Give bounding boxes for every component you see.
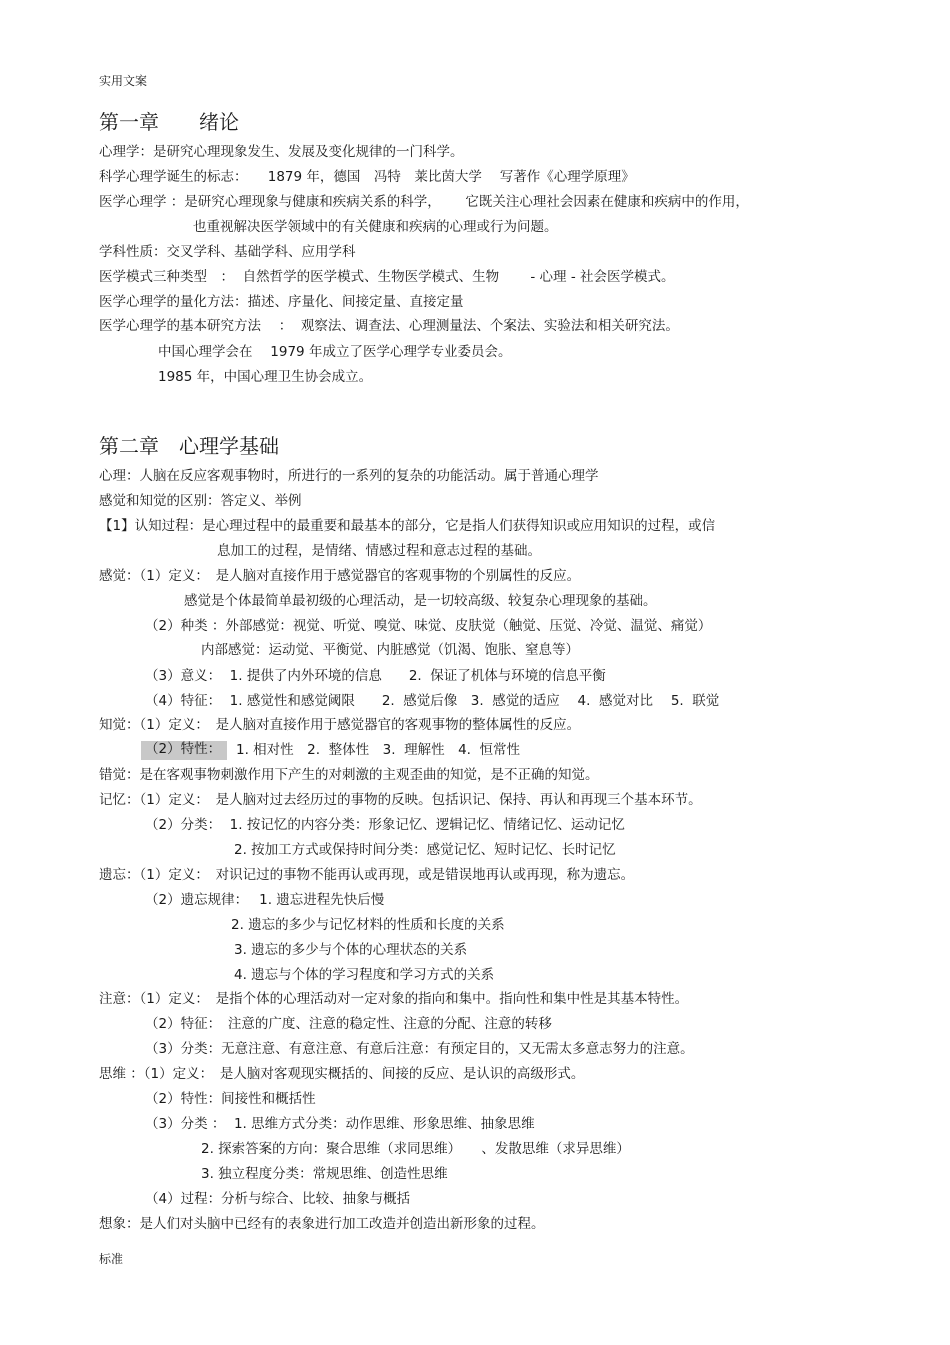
ch2-line: 心理：人脑在反应客观事物时，所进行的一系列的复杂的功能活动。属于普通心理学: [99, 468, 599, 484]
ch2-line: 感觉和知觉的区别：答定义、举例: [99, 493, 302, 509]
ch2-line: 错觉：是在客观事物刺激作用下产生的对刺激的主观歪曲的知觉，是不正确的知觉。: [99, 767, 599, 783]
ch2-line: 2. 探索答案的方向：聚合思维（求同思维） 、发散思维（求异思维）: [201, 1141, 630, 1157]
ch1-line: 也重视解决医学领域中的有关健康和疾病的心理或行为问题。: [193, 219, 558, 235]
ch1-line: 医学模式三种类型 ： 自然哲学的医学模式、生物医学模式、生物 - 心理 - 社会医学模式。: [99, 269, 675, 285]
ch2-line: （2）特性：间接性和概括性: [145, 1091, 316, 1107]
ch2-line: 1. 相对性 2. 整体性 3. 理解性 4. 恒常性: [236, 742, 521, 758]
ch2-line: 3. 遗忘的多少与个体的心理状态的关系: [234, 942, 468, 958]
ch1-line: 科学心理学诞生的标志： 1879 年，德国 冯特 莱比茵大学 写著作《心理学原理》: [99, 169, 635, 185]
ch2-line: （2）遗忘规律： 1. 遗忘进程先快后慢: [145, 892, 385, 908]
chapter-2-title: 第二章 心理学基础: [99, 434, 279, 458]
ch2-line: 息加工的过程，是情绪、情感过程和意志过程的基础。: [217, 543, 541, 559]
ch2-line: 注意：（1）定义： 是指个体的心理活动对一定对象的指向和集中。指向性和集中性是其基本特性。: [99, 991, 689, 1007]
ch2-line: （2）特征： 注意的广度、注意的稳定性、注意的分配、注意的转移: [145, 1016, 552, 1032]
ch1-line: 医学心理学的量化方法：描述、序量化、间接定量、直接定量: [99, 294, 464, 310]
ch2-line: （3）意义： 1. 提供了内外环境的信息 2. 保证了机体与环境的信息平衡: [145, 668, 606, 684]
ch2-line: 想象：是人们对头脑中已经有的表象进行加工改造并创造出新形象的过程。: [99, 1216, 545, 1232]
ch2-line: 4. 遗忘与个体的学习程度和学习方式的关系: [234, 967, 495, 983]
ch1-line: 医学心理学的基本研究方法 ： 观察法、调查法、心理测量法、个案法、实验法和相关研究法。: [99, 318, 679, 334]
page-footer: 标准: [99, 1252, 124, 1266]
ch2-line: 2. 遗忘的多少与记忆材料的性质和长度的关系: [231, 917, 505, 933]
highlighted-text: （2）特性：: [141, 741, 227, 760]
chapter-1-title: 第一章 绪论: [99, 110, 239, 134]
ch2-line: 知觉：（1）定义： 是人脑对直接作用于感觉器官的客观事物的整体属性的反应。: [99, 717, 581, 733]
ch1-line: 中国心理学会在 1979 年成立了医学心理学专业委员会。: [158, 344, 512, 360]
ch2-line: 【1】认知过程：是心理过程中的最重要和最基本的部分，它是指人们获得知识或应用知识的过程，或信: [99, 518, 716, 534]
ch2-line: （4）过程：分析与综合、比较、抽象与概括: [145, 1191, 411, 1207]
ch2-line: （2）分类： 1. 按记忆的内容分类：形象记忆、逻辑记忆、情绪记忆、运动记忆: [145, 817, 625, 833]
ch2-line: 内部感觉：运动觉、平衡觉、内脏感觉（饥渴、饱胀、窒息等）: [201, 642, 579, 658]
ch2-line: 记忆：（1）定义： 是人脑对过去经历过的事物的反映。包括识记、保持、再认和再现三个基本环节。: [99, 792, 702, 808]
ch2-line: 2. 按加工方式或保持时间分类：感觉记忆、短时记忆、长时记忆: [234, 842, 616, 858]
ch2-line: （2）种类 ：外部感觉：视觉、听觉、嗅觉、味觉、皮肤觉（触觉、压觉、冷觉、温觉、痛觉）: [145, 618, 712, 634]
ch1-line: 医学心理学 ：是研究心理现象与健康和疾病关系的科学， 它既关注心理社会因素在健康和疾病中的作用，: [99, 194, 749, 210]
ch2-line: 感觉是个体最简单最初级的心理活动，是一切较高级、较复杂心理现象的基础。: [184, 593, 657, 609]
ch2-line: （3）分类 ： 1. 思维方式分类：动作思维、形象思维、抽象思维: [145, 1116, 535, 1132]
page-header: 实用文案: [99, 74, 148, 88]
ch1-line: 心理学：是研究心理现象发生、发展及变化规律的一门科学。: [99, 144, 464, 160]
ch2-line: 思维 ：（1）定义： 是人脑对客观现实概括的、间接的反应、是认识的高级形式。: [99, 1066, 585, 1082]
ch2-line: 遗忘：（1）定义： 对识记过的事物不能再认或再现，或是错误地再认或再现，称为遗忘。: [99, 867, 635, 883]
ch2-line: 3. 独立程度分类：常规思维、创造性思维: [201, 1166, 448, 1182]
ch2-line: 感觉：（1）定义： 是人脑对直接作用于感觉器官的客观事物的个别属性的反应。: [99, 568, 581, 584]
ch2-line: （3）分类：无意注意、有意注意、有意后注意：有预定目的，又无需太多意志努力的注意。: [145, 1041, 694, 1057]
ch2-line: （4）特征： 1. 感觉性和感觉阈限 2. 感觉后像 3. 感觉的适应 4. 感觉对比 5. 联觉: [145, 693, 720, 709]
ch1-line: 学科性质：交叉学科、基础学科、应用学科: [99, 244, 356, 260]
ch1-line: 1985 年，中国心理卫生协会成立。: [158, 369, 373, 385]
